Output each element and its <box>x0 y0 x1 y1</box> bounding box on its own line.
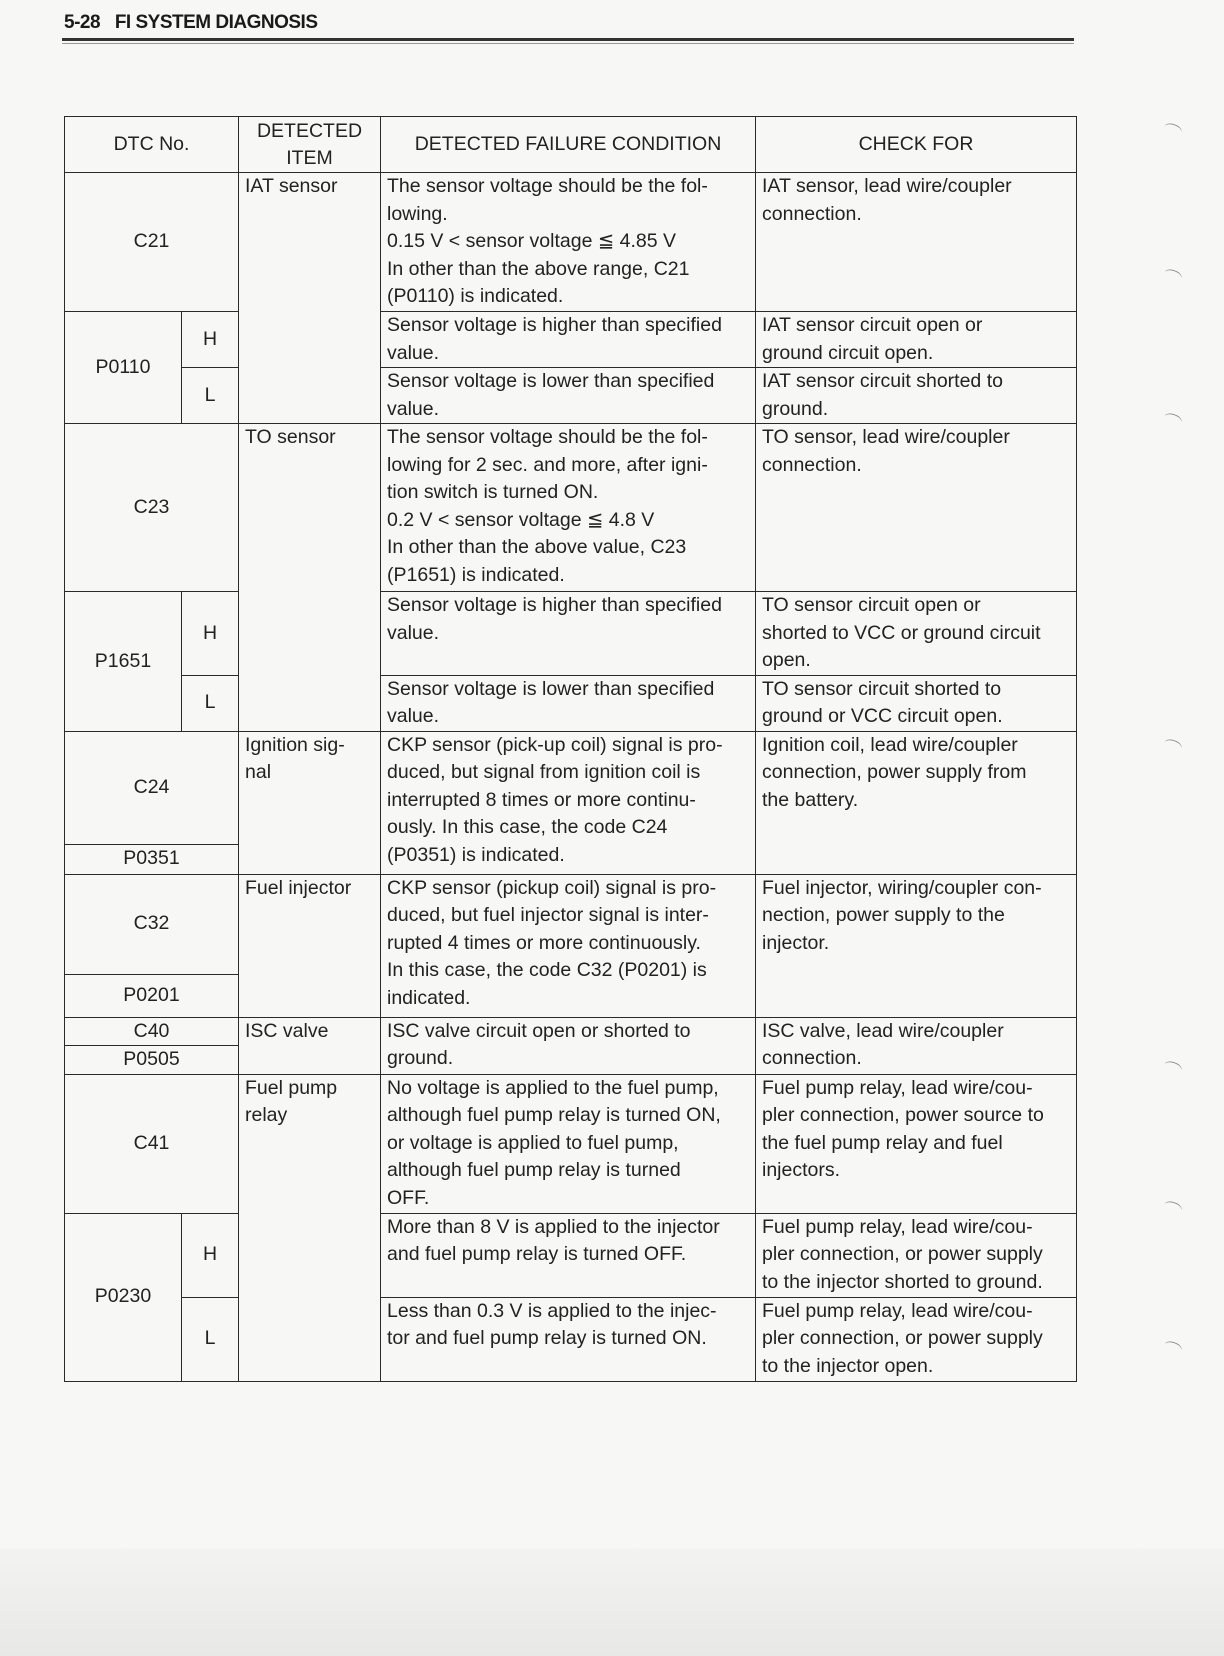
table-row <box>65 1213 1077 1297</box>
failure-condition: Sensor voltage is lower than specified value. <box>381 368 756 424</box>
page-number: 5-28 <box>64 12 101 33</box>
failure-condition: Sensor voltage is higher than specified value. <box>381 312 756 368</box>
dtc-code: C21 <box>65 173 239 312</box>
page-header <box>64 12 318 34</box>
binder-mark <box>1163 1199 1184 1215</box>
check-for: Fuel pump relay, lead wire/cou- pler connection, or power supply to the injector open. <box>756 1297 1077 1381</box>
failure-condition: The sensor voltage should be the fol- lowing. 0.15 V < sensor voltage ≦ 4.85 V In other than the above range, C21 (P0110) is indicated. <box>381 173 756 312</box>
failure-condition: CKP sensor (pickup coil) signal is pro- duced, but fuel injector signal is inter- rupted 4 times or more continuously. In this case, the code C32 (P0201) is indicated. <box>381 874 756 1017</box>
col-header-dtc: DTC No. <box>65 117 239 173</box>
table-row <box>65 874 1077 974</box>
p-code: P1651 <box>65 592 182 732</box>
check-for: Fuel injector, wiring/coupler con- nection, power supply to the injector. <box>756 874 1077 1017</box>
check-for: IAT sensor circuit open or ground circuit open. <box>756 312 1077 368</box>
check-for: Ignition coil, lead wire/coupler connection, power supply from the battery. <box>756 731 1077 874</box>
binder-mark <box>1163 121 1184 137</box>
failure-condition: Less than 0.3 V is applied to the injec- tor and fuel pump relay is turned ON. <box>381 1297 756 1381</box>
failure-condition: CKP sensor (pick-up coil) signal is pro- duced, but signal from ignition coil is interrupted 8 times or more continu- ously. In this case, the code C24 (P0351) is indicated. <box>381 731 756 874</box>
page-bottom-shadow <box>0 1548 1224 1656</box>
p-code: P0201 <box>65 974 239 1017</box>
dtc-code: C32 <box>65 874 239 974</box>
table-row <box>65 1074 1077 1213</box>
failure-condition: ISC valve circuit open or shorted to ground. <box>381 1017 756 1074</box>
failure-condition: Sensor voltage is lower than specified value. <box>381 675 756 731</box>
header-rule-thin <box>62 43 1074 44</box>
table-row <box>65 1297 1077 1381</box>
dtc-code: C23 <box>65 424 239 592</box>
binder-mark <box>1163 1059 1184 1075</box>
check-for: TO sensor, lead wire/coupler connection. <box>756 424 1077 592</box>
dtc-table <box>64 116 1077 1382</box>
table-row <box>65 731 1077 844</box>
col-header-check: CHECK FOR <box>756 117 1077 173</box>
col-header-item: DETECTED ITEM <box>239 117 381 173</box>
detected-item: Fuel injector <box>239 874 381 1017</box>
p-code: P0505 <box>65 1046 239 1075</box>
p-code: P0230 <box>65 1213 182 1381</box>
failure-condition: More than 8 V is applied to the injector and fuel pump relay is turned OFF. <box>381 1213 756 1297</box>
high-label: H <box>182 1213 239 1297</box>
failure-condition: No voltage is applied to the fuel pump, although fuel pump relay is turned ON, or voltage is applied to fuel pump, although fuel pump relay is turned OFF. <box>381 1074 756 1213</box>
check-for: TO sensor circuit shorted to ground or VCC circuit open. <box>756 675 1077 731</box>
check-for: Fuel pump relay, lead wire/cou- pler connection, or power supply to the injector shorted to ground. <box>756 1213 1077 1297</box>
dtc-code: C24 <box>65 731 239 844</box>
low-label: L <box>182 1297 239 1381</box>
dtc-code: C41 <box>65 1074 239 1213</box>
binder-mark <box>1163 411 1184 427</box>
table-row <box>65 173 1077 312</box>
binder-mark <box>1163 737 1184 753</box>
detected-item: Ignition sig- nal <box>239 731 381 874</box>
header-rule <box>62 38 1074 41</box>
detected-item: ISC valve <box>239 1017 381 1074</box>
p-code: P0110 <box>65 312 182 424</box>
low-label: L <box>182 368 239 424</box>
low-label: L <box>182 675 239 731</box>
table-header-row <box>65 117 1077 173</box>
detected-item: Fuel pump relay <box>239 1074 381 1381</box>
check-for: IAT sensor, lead wire/coupler connection. <box>756 173 1077 312</box>
check-for: TO sensor circuit open or shorted to VCC or ground circuit open. <box>756 592 1077 676</box>
p-code: P0351 <box>65 844 239 874</box>
dtc-code: C40 <box>65 1017 239 1046</box>
check-for: Fuel pump relay, lead wire/cou- pler connection, power source to the fuel pump relay and fuel injectors. <box>756 1074 1077 1213</box>
binder-mark <box>1163 267 1184 283</box>
detected-item: TO sensor <box>239 424 381 732</box>
section-title: FI SYSTEM DIAGNOSIS <box>114 12 318 33</box>
table-row <box>65 675 1077 731</box>
col-header-condition: DETECTED FAILURE CONDITION <box>381 117 756 173</box>
check-for: ISC valve, lead wire/coupler connection. <box>756 1017 1077 1074</box>
table-row <box>65 424 1077 592</box>
high-label: H <box>182 312 239 368</box>
table-row <box>65 368 1077 424</box>
high-label: H <box>182 592 239 676</box>
binder-mark <box>1163 1339 1184 1355</box>
table-row <box>65 1017 1077 1046</box>
check-for: IAT sensor circuit shorted to ground. <box>756 368 1077 424</box>
table-row <box>65 592 1077 676</box>
failure-condition: The sensor voltage should be the fol- lowing for 2 sec. and more, after igni- tion switch is turned ON. 0.2 V < sensor voltage ≦ 4.8 V In other than the above value, C23 (P1651) is indicated. <box>381 424 756 592</box>
table-row <box>65 312 1077 368</box>
failure-condition: Sensor voltage is higher than specified value. <box>381 592 756 676</box>
detected-item: IAT sensor <box>239 173 381 424</box>
